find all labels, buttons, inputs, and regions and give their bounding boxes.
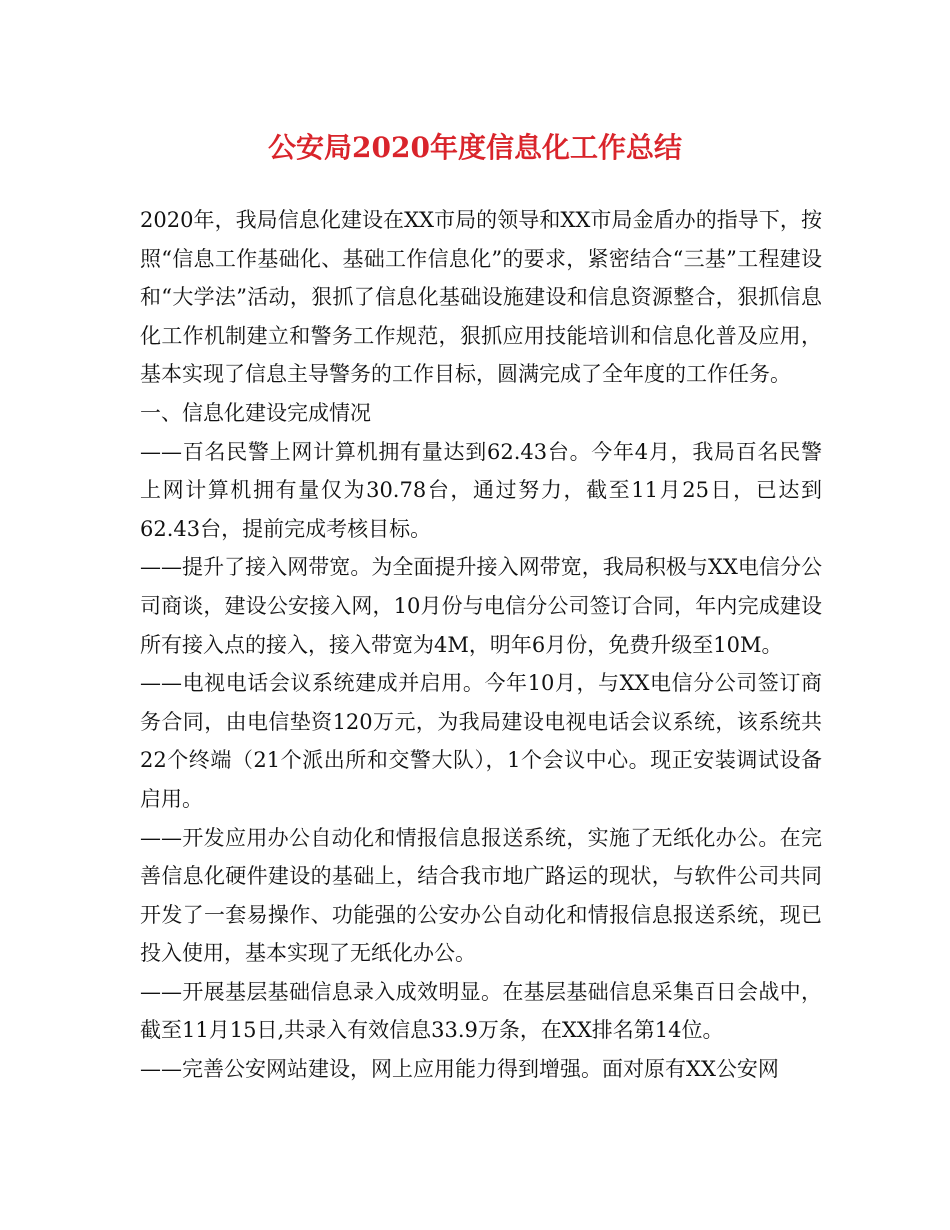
document-title: 公安局2020年度信息化工作总结 [268, 131, 682, 164]
paragraph-computers: ——百名民警上网计算机拥有量达到62.43台。今年4月，我局百名民警上网计算机拥有量仅为30.78台，通过努力，截至11月25日，已达到62.43台，提前完成考核目标。 [140, 439, 822, 541]
document-body [140, 201, 822, 1089]
paragraph-intro: 2020年，我局信息化建设在XX市局的领导和XX市局金盾办的指导下，按照“信息工作基础化、基础工作信息化”的要求，紧密结合“三基”工程建设和“大学法”活动，狠抓了信息化基础设施建设和信息资源整合，狠抓信息化工作机制建立和警务工作规范，狠抓应用技能培训和信息化普及应用，基本实现了信息主导警务的工作目标，圆满完成了全年度的工作任务。 [140, 208, 822, 387]
paragraph-data-entry: ——开展基层基础信息录入成效明显。在基层基础信息采集百日会战中，截至11月15日,共录入有效信息33.9万条，在XX排名第14位。 [140, 979, 822, 1043]
paragraph-website: ——完善公安网站建设，网上应用能力得到增强。面对原有XX公安网 [140, 1057, 779, 1082]
paragraph-bandwidth: ——提升了接入网带宽。为全面提升接入网带宽，我局积极与XX电信分公司商谈，建设公安接入网，10月份与电信分公司签订合同，年内完成建设所有接入点的接入，接入带宽为4M，明年6月份，免费升级至10M。 [140, 555, 822, 657]
section-heading: 一、信息化建设完成情况 [140, 400, 371, 425]
paragraph-video-conference: ——电视电话会议系统建成并启用。今年10月，与XX电信分公司签订商务合同，由电信垫资120万元，为我局建设电视电话会议系统，该系统共22个终端（21个派出所和交警大队），1个会议中心。现正安装调试设备启用。 [140, 671, 822, 811]
paragraph-office-automation: ——开发应用办公自动化和情报信息报送系统，实施了无纸化办公。在完善信息化硬件建设的基础上，结合我市地广路运的现状，与软件公司共同开发了一套易操作、功能强的公安办公自动化和情报信息报送系统，现已投入使用，基本实现了无纸化办公。 [140, 825, 822, 966]
